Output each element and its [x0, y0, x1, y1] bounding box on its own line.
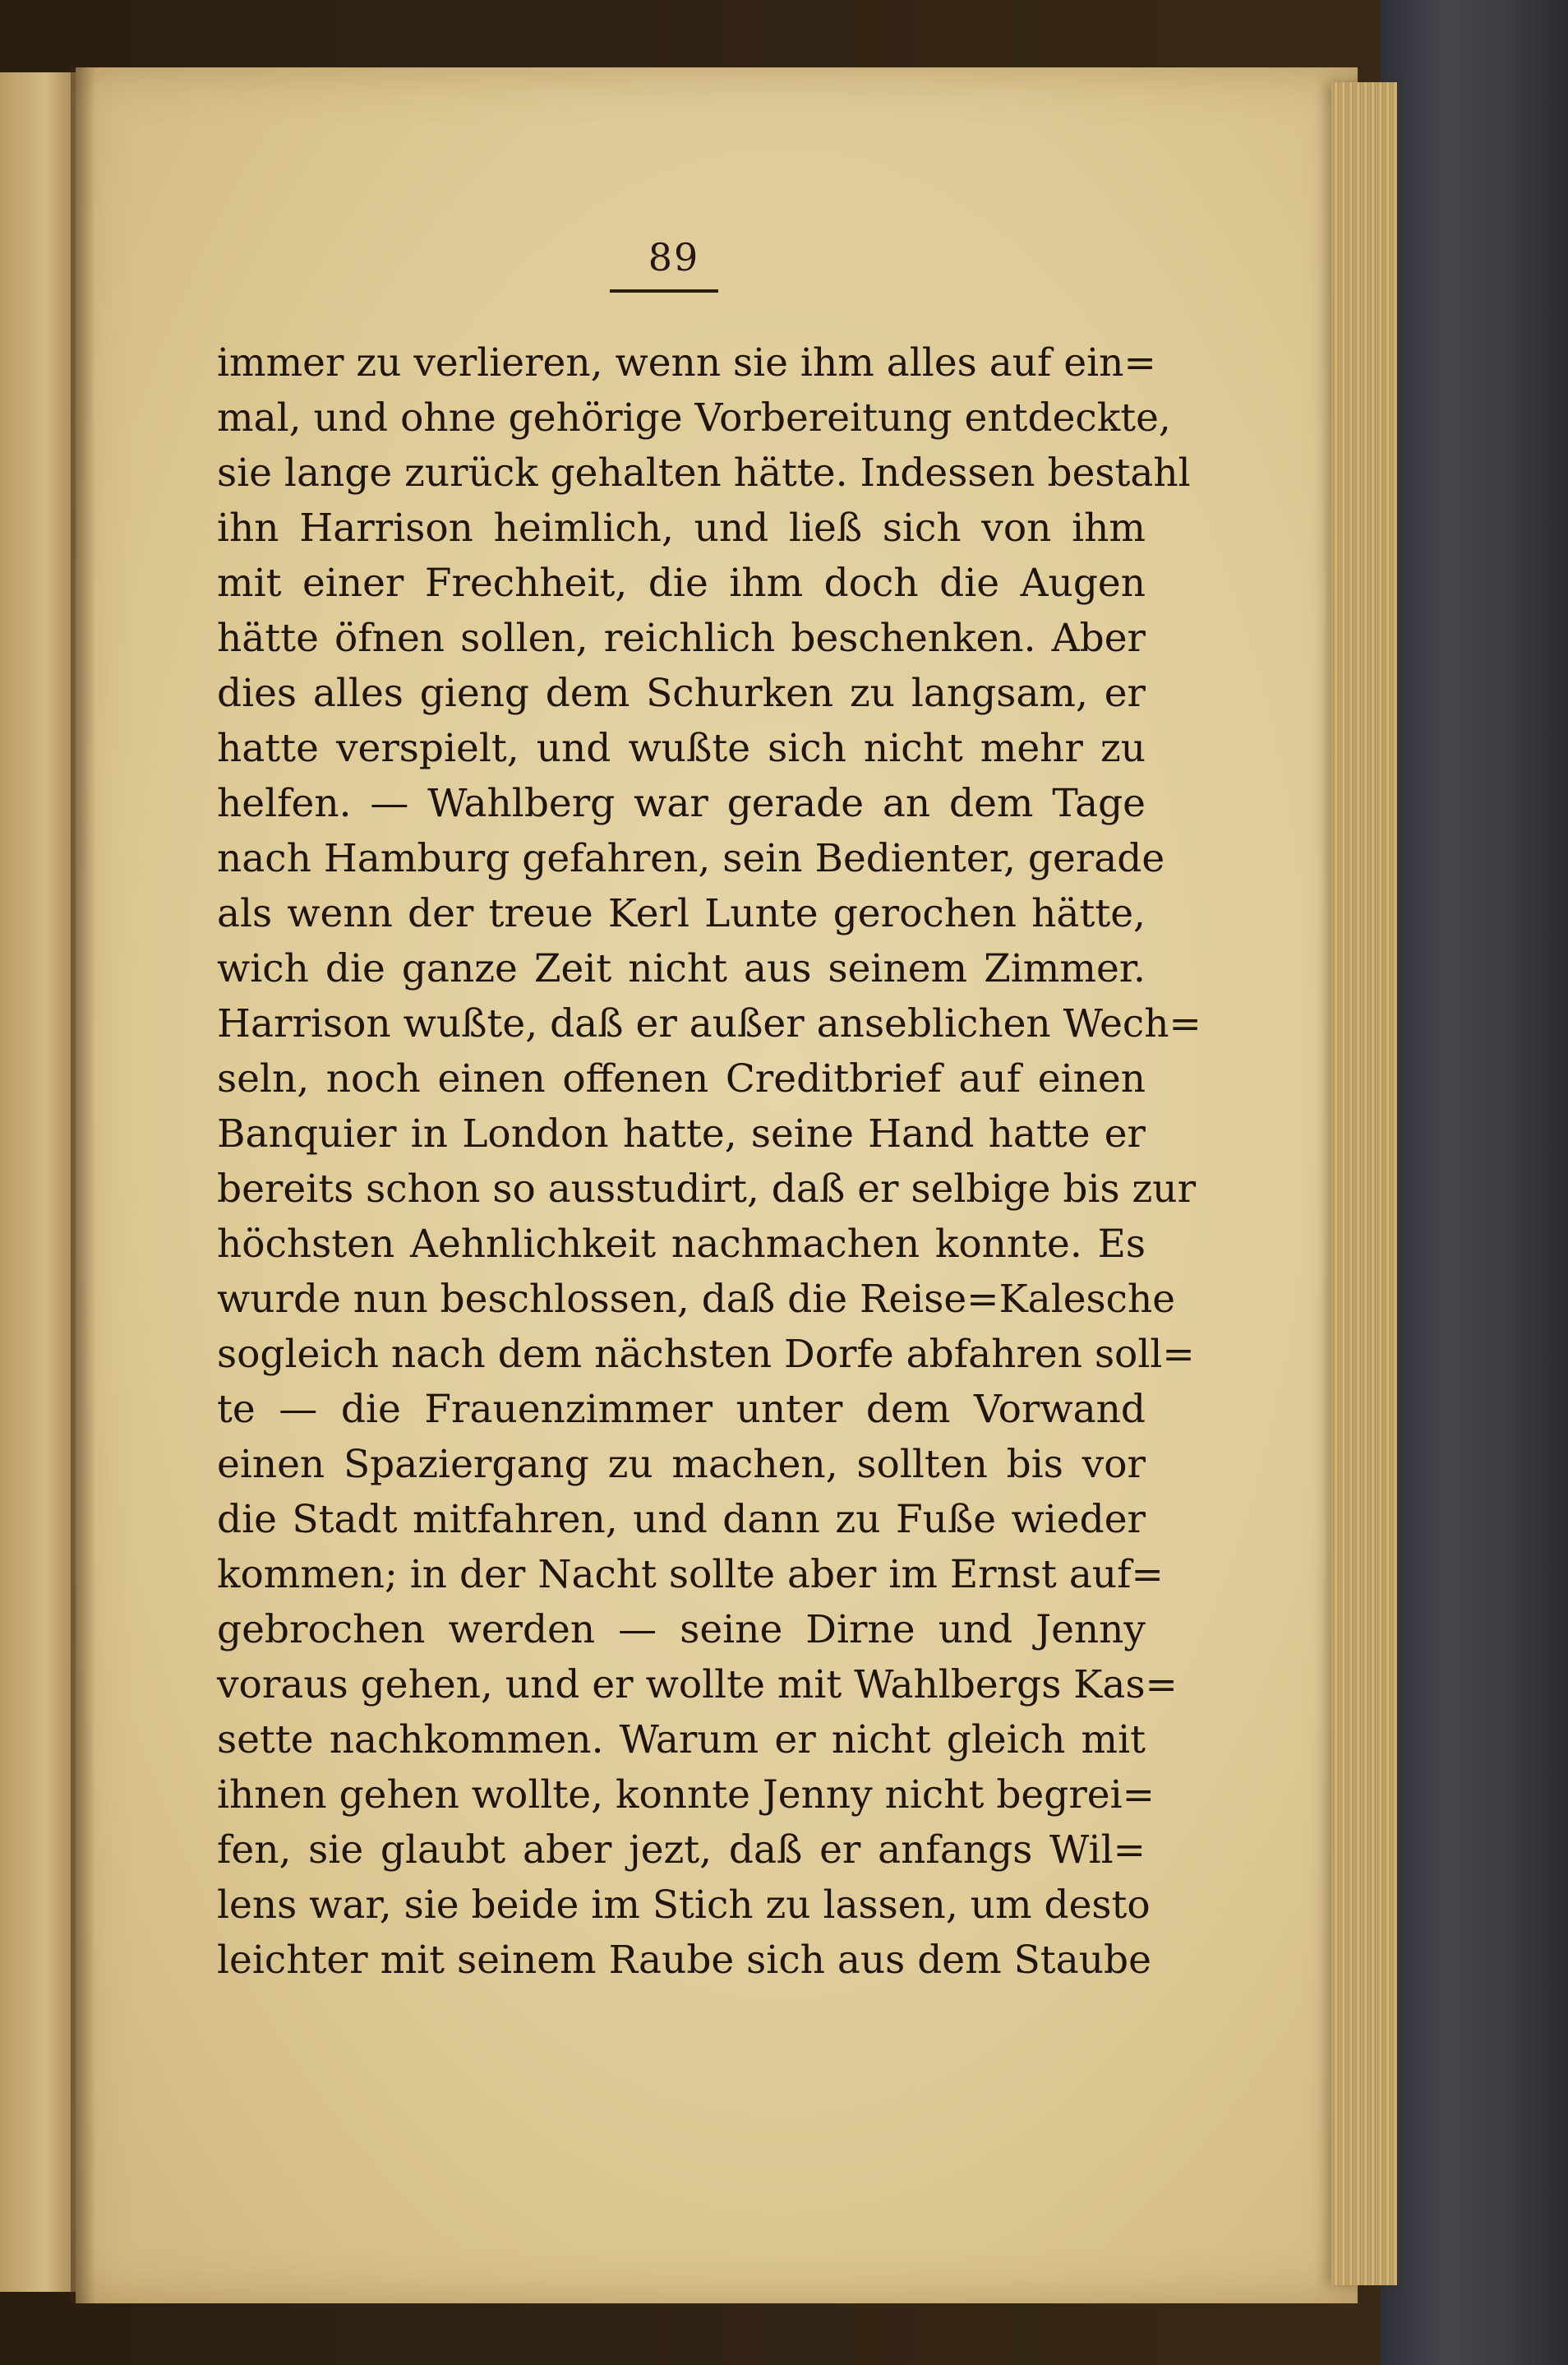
text-line: dies alles gieng dem Schurken zu langsam, er — [217, 671, 1146, 716]
text-line: hätte öfnen sollen, reichlich beschenken. Aber — [217, 616, 1146, 661]
page-number: 89 — [648, 235, 700, 279]
gutter-shadow — [71, 67, 95, 2303]
text-line: gebrochen werden — seine Dirne und Jenny — [217, 1607, 1146, 1652]
text-line: bereits schon so ausstudirt, daß er selbige bis zur — [217, 1166, 1197, 1212]
page-number-rule — [610, 289, 718, 293]
text-line: helfen. — Wahlberg war gerade an dem Tage — [217, 781, 1146, 826]
text-line: Harrison wußte, daß er außer anseblichen Wech= — [217, 1001, 1201, 1046]
text-line: als wenn der treue Kerl Lunte gerochen hätte, — [217, 891, 1146, 936]
text-line: mit einer Frechheit, die ihm doch die Augen — [217, 561, 1146, 606]
body-text — [217, 335, 1201, 1988]
text-line: lens war, sie beide im Stich zu lassen, um desto — [217, 1882, 1151, 1928]
text-line: mal, und ohne gehörige Vorbereitung entdeckte, — [217, 395, 1171, 441]
text-line: Banquier in London hatte, seine Hand hatte er — [217, 1111, 1146, 1157]
text-line: sette nachkommen. Warum er nicht gleich mit — [217, 1717, 1146, 1762]
text-line: wich die ganze Zeit nicht aus seinem Zimmer. — [217, 946, 1146, 991]
text-line: seln, noch einen offenen Creditbrief auf einen — [217, 1056, 1146, 1102]
text-line: voraus gehen, und er wollte mit Wahlbergs Kas= — [217, 1662, 1178, 1707]
text-line: sogleich nach dem nächsten Dorfe abfahren soll= — [217, 1332, 1195, 1377]
text-line: leichter mit seinem Raube sich aus dem Staube — [217, 1938, 1151, 1983]
text-line: immer zu verlieren, wenn sie ihm alles auf ein= — [217, 340, 1156, 386]
text-line: fen, sie glaubt aber jezt, daß er anfangs Wil= — [217, 1827, 1146, 1873]
text-line: die Stadt mitfahren, und dann zu Fuße wieder — [217, 1497, 1146, 1542]
text-line: ihn Harrison heimlich, und ließ sich von ihm — [217, 506, 1146, 551]
text-line: höchsten Aehnlichkeit nachmachen konnte. Es — [217, 1222, 1146, 1267]
text-line: wurde nun beschlossen, daß die Reise=Kalesche — [217, 1277, 1176, 1322]
text-line: kommen; in der Nacht sollte aber im Ernst auf= — [217, 1552, 1164, 1597]
facing-page-edge — [0, 72, 76, 2292]
text-line: sie lange zurück gehalten hätte. Indessen bestahl — [217, 450, 1191, 496]
text-line: nach Hamburg gefahren, sein Bedienter, gerade — [217, 836, 1165, 881]
text-line: einen Spaziergang zu machen, sollten bis vor — [217, 1442, 1146, 1487]
text-line: hatte verspielt, und wußte sich nicht mehr zu — [217, 726, 1146, 771]
text-line: te — die Frauenzimmer unter dem Vorwand — [217, 1387, 1146, 1432]
page-stack-edges — [1331, 82, 1397, 2285]
book-cover-edge — [1381, 0, 1568, 2365]
text-line: ihnen gehen wollte, konnte Jenny nicht begrei= — [217, 1772, 1155, 1818]
